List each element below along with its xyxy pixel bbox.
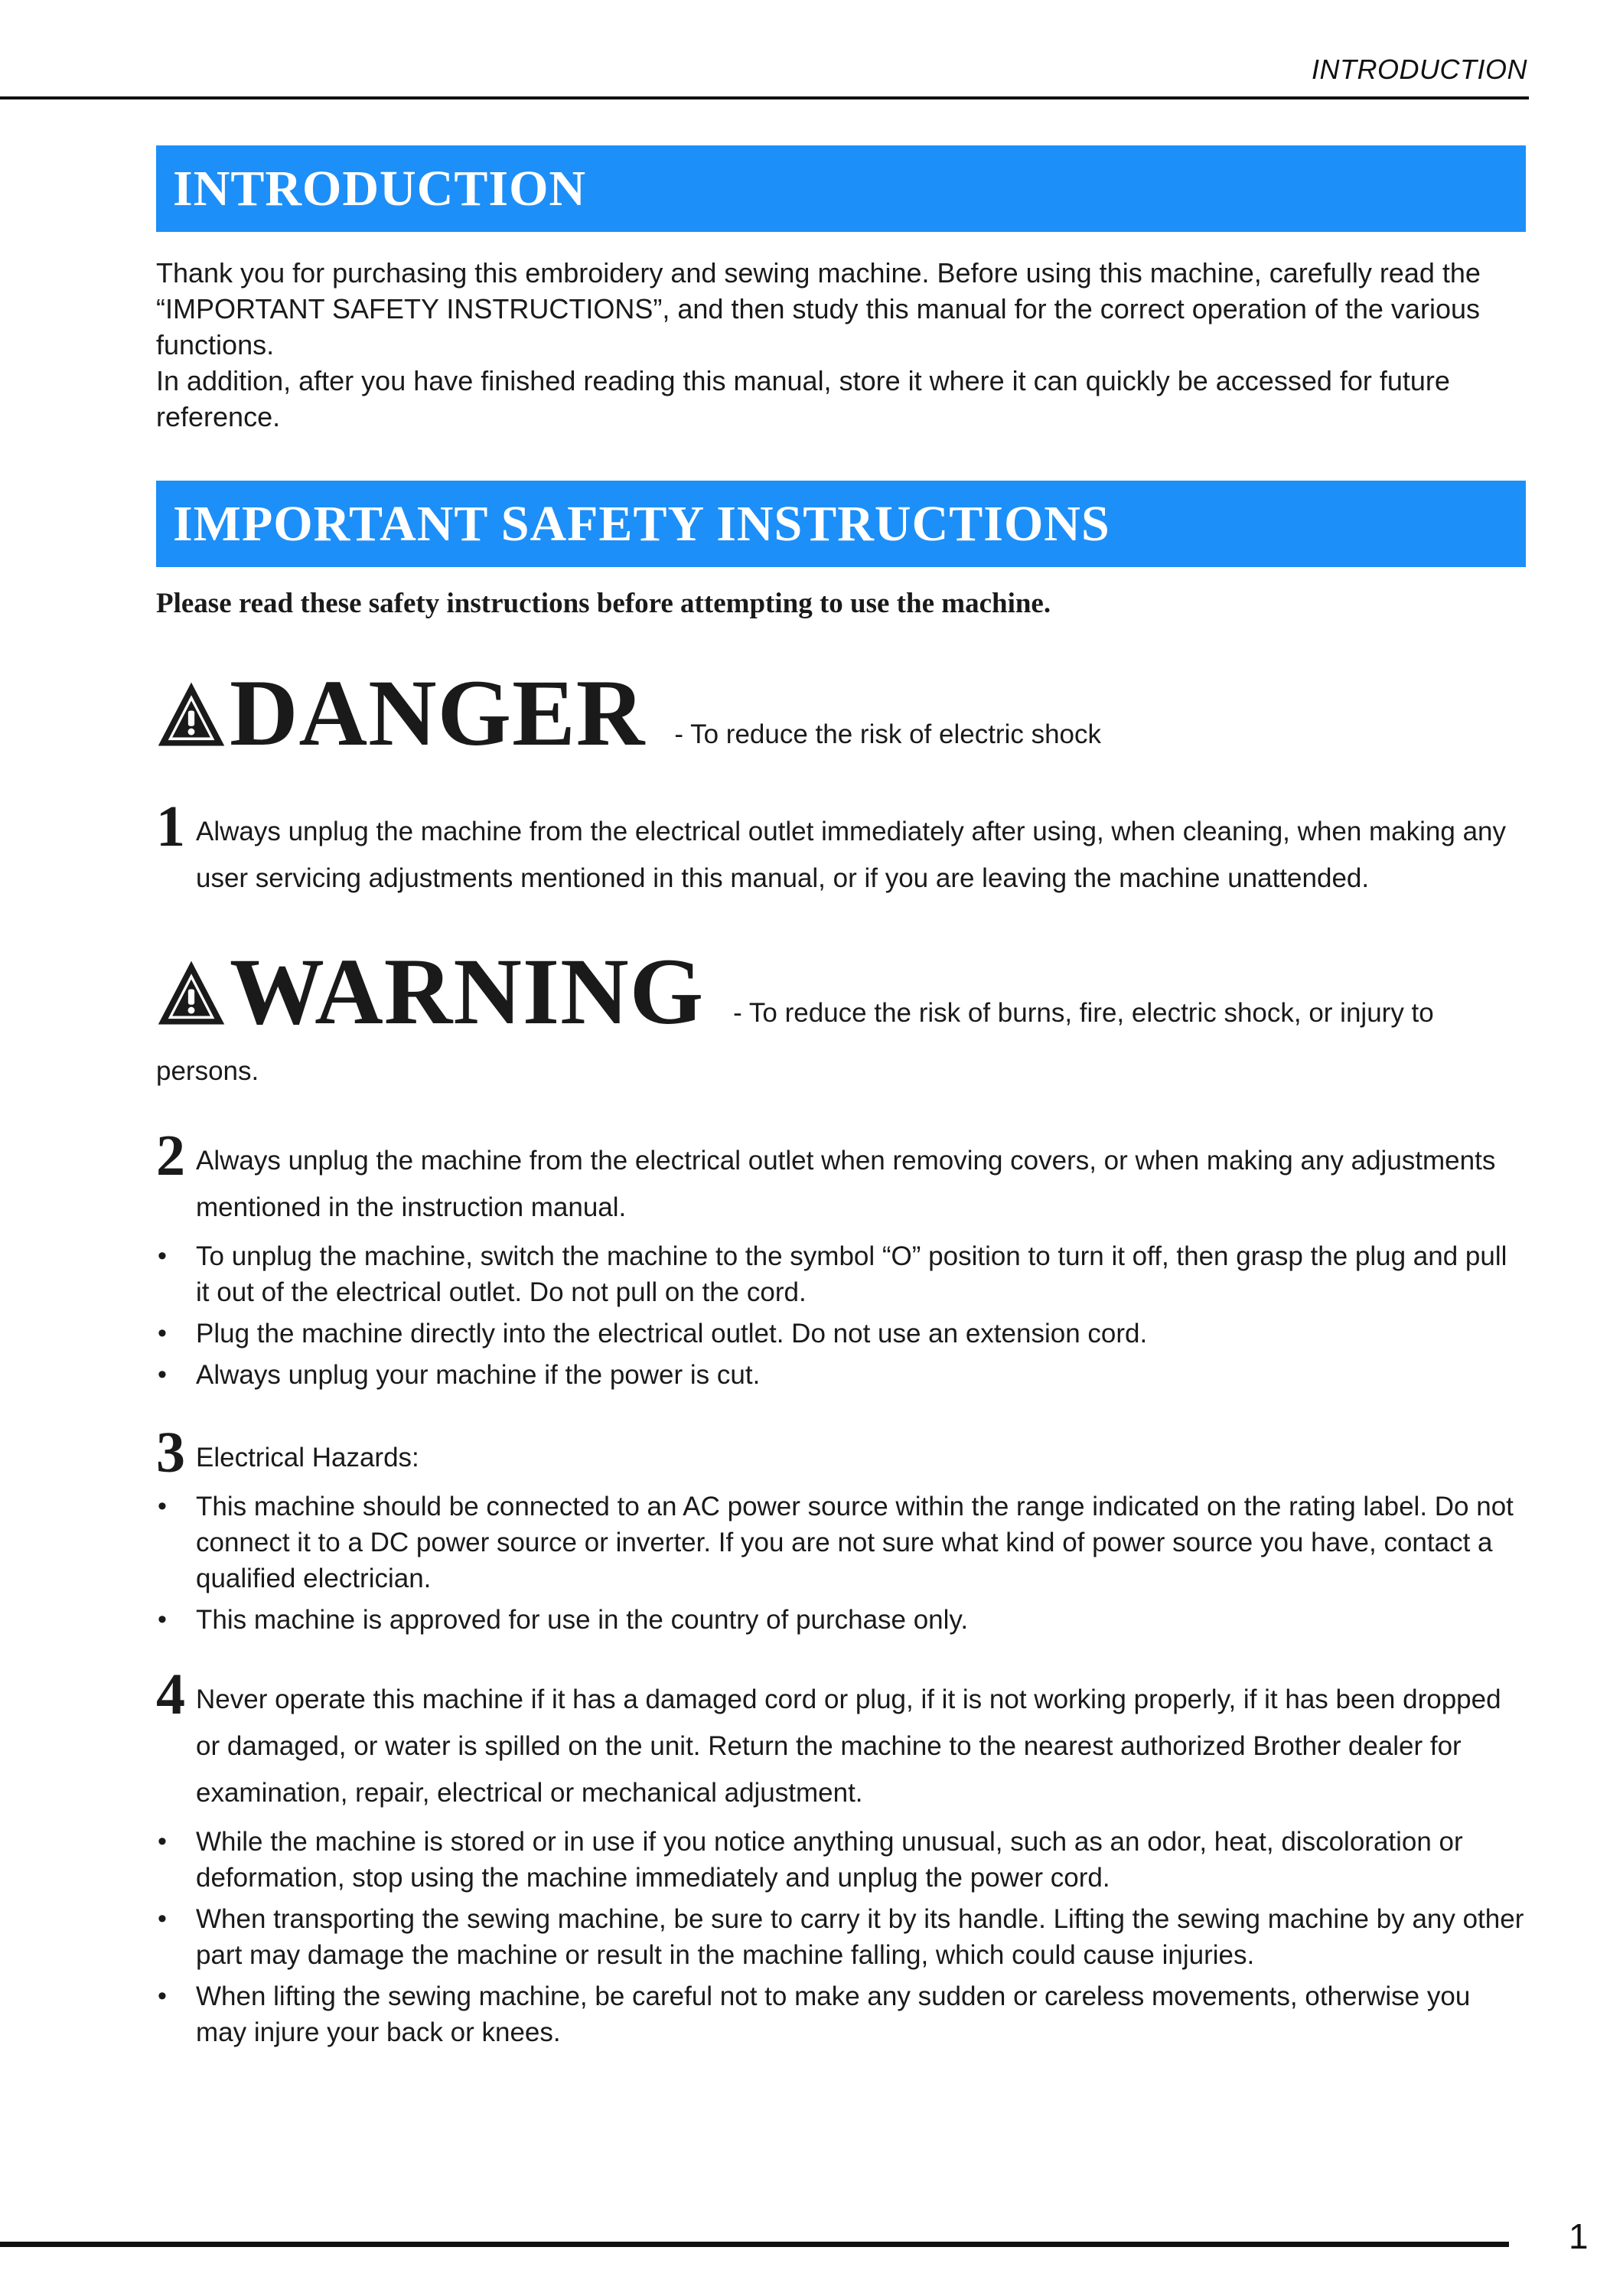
warning-description: - To reduce the risk of burns, fire, electric shock, or injury to [733,998,1434,1028]
bullet-item: • This machine is approved for use in the country of purchase only. [156,1602,1526,1638]
bullet-list [156,1238,1526,1393]
warning-triangle-icon [156,680,227,750]
running-header: INTRODUCTION [1312,54,1527,85]
bullet-item: • Plug the machine directly into the electrical outlet. Do not use an extension cord. [156,1316,1526,1352]
danger-signal-word: DANGER [230,660,646,765]
intro-paragraph-2: In addition, after you have finished reading this manual, store it where it can quickly be accessed for future reference. [156,365,1450,432]
warning-description-continued: persons. [156,1056,259,1086]
item-text: Always unplug the machine from the electrical outlet when removing covers, or when making any adjustments mentioned in the instruction manual. [196,1146,1496,1222]
safety-item-3 [156,1420,1526,1485]
page-number: 1 [1569,2216,1589,2256]
intro-text [156,255,1526,435]
danger-heading [156,660,1526,765]
bullet-item: • Always unplug your machine if the power is cut. [156,1357,1526,1393]
item-number: 4 [156,1662,185,1727]
intro-paragraph-1: Thank you for purchasing this embroidery and sewing machine. Before using this machine, carefully read the “IMPORTANT SAFETY INSTRUCTIONS”, and then study this manual for the correct operation of the various functions. [156,257,1481,360]
bullet-list [156,1824,1526,2050]
danger-description: - To reduce the risk of electric shock [674,719,1102,749]
bottom-rule [0,2242,1509,2247]
warning-triangle-icon [156,958,227,1029]
warning-signal-word: WARNING [230,939,705,1044]
safety-item-2 [156,1124,1526,1231]
bullet-list [156,1489,1526,1638]
bullet-item: • To unplug the machine, switch the machine to the symbol “O” position to turn it off, then grasp the plug and pull it out of the electrical outlet. Do not pull on the cord. [156,1238,1526,1310]
item-text: Electrical Hazards: [196,1443,419,1473]
bullet-item: • When transporting the sewing machine, be sure to carry it by its handle. Lifting the sewing machine by any other part may damage the machine or result in the machine falling, which could cause injuries. [156,1901,1526,1973]
top-rule [0,96,1529,99]
safety-item-4 [156,1662,1526,1816]
page-content [156,145,1526,2056]
warning-heading [156,939,1526,1044]
bullet-item: • This machine should be connected to an AC power source within the range indicated on the rating label. Do not connect it to a DC power source or inverter. If you are not sure what kind of power source you have, contact a qualified electrician. [156,1489,1526,1596]
section-banner-safety: IMPORTANT SAFETY INSTRUCTIONS [156,481,1526,567]
item-text: Always unplug the machine from the electrical outlet immediately after using, when cleaning, when making any user servicing adjustments mentioned in this manual, or if you are leaving the machine unattended. [196,817,1507,893]
safety-lead-in: Please read these safety instructions before attempting to use the machine. [156,588,1051,619]
bullet-item: • When lifting the sewing machine, be careful not to make any sudden or careless movements, otherwise you may injure your back or knees. [156,1978,1526,2050]
bullet-item: • While the machine is stored or in use if you notice anything unusual, such as an odor, heat, discoloration or deformation, stop using the machine immediately and unplug the power cord. [156,1824,1526,1896]
item-number: 3 [156,1420,185,1485]
item-number: 2 [156,1124,185,1188]
safety-item-1 [156,794,1526,902]
item-text: Never operate this machine if it has a damaged cord or plug, if it is not working properly, if it has been dropped or damaged, or water is spilled on the unit. Return the machine to the nearest authorized Brother dealer for examination, repair, electrical or mechanical adjustment. [196,1684,1501,1808]
section-banner-introduction: INTRODUCTION [156,145,1526,232]
item-number: 1 [156,794,185,859]
